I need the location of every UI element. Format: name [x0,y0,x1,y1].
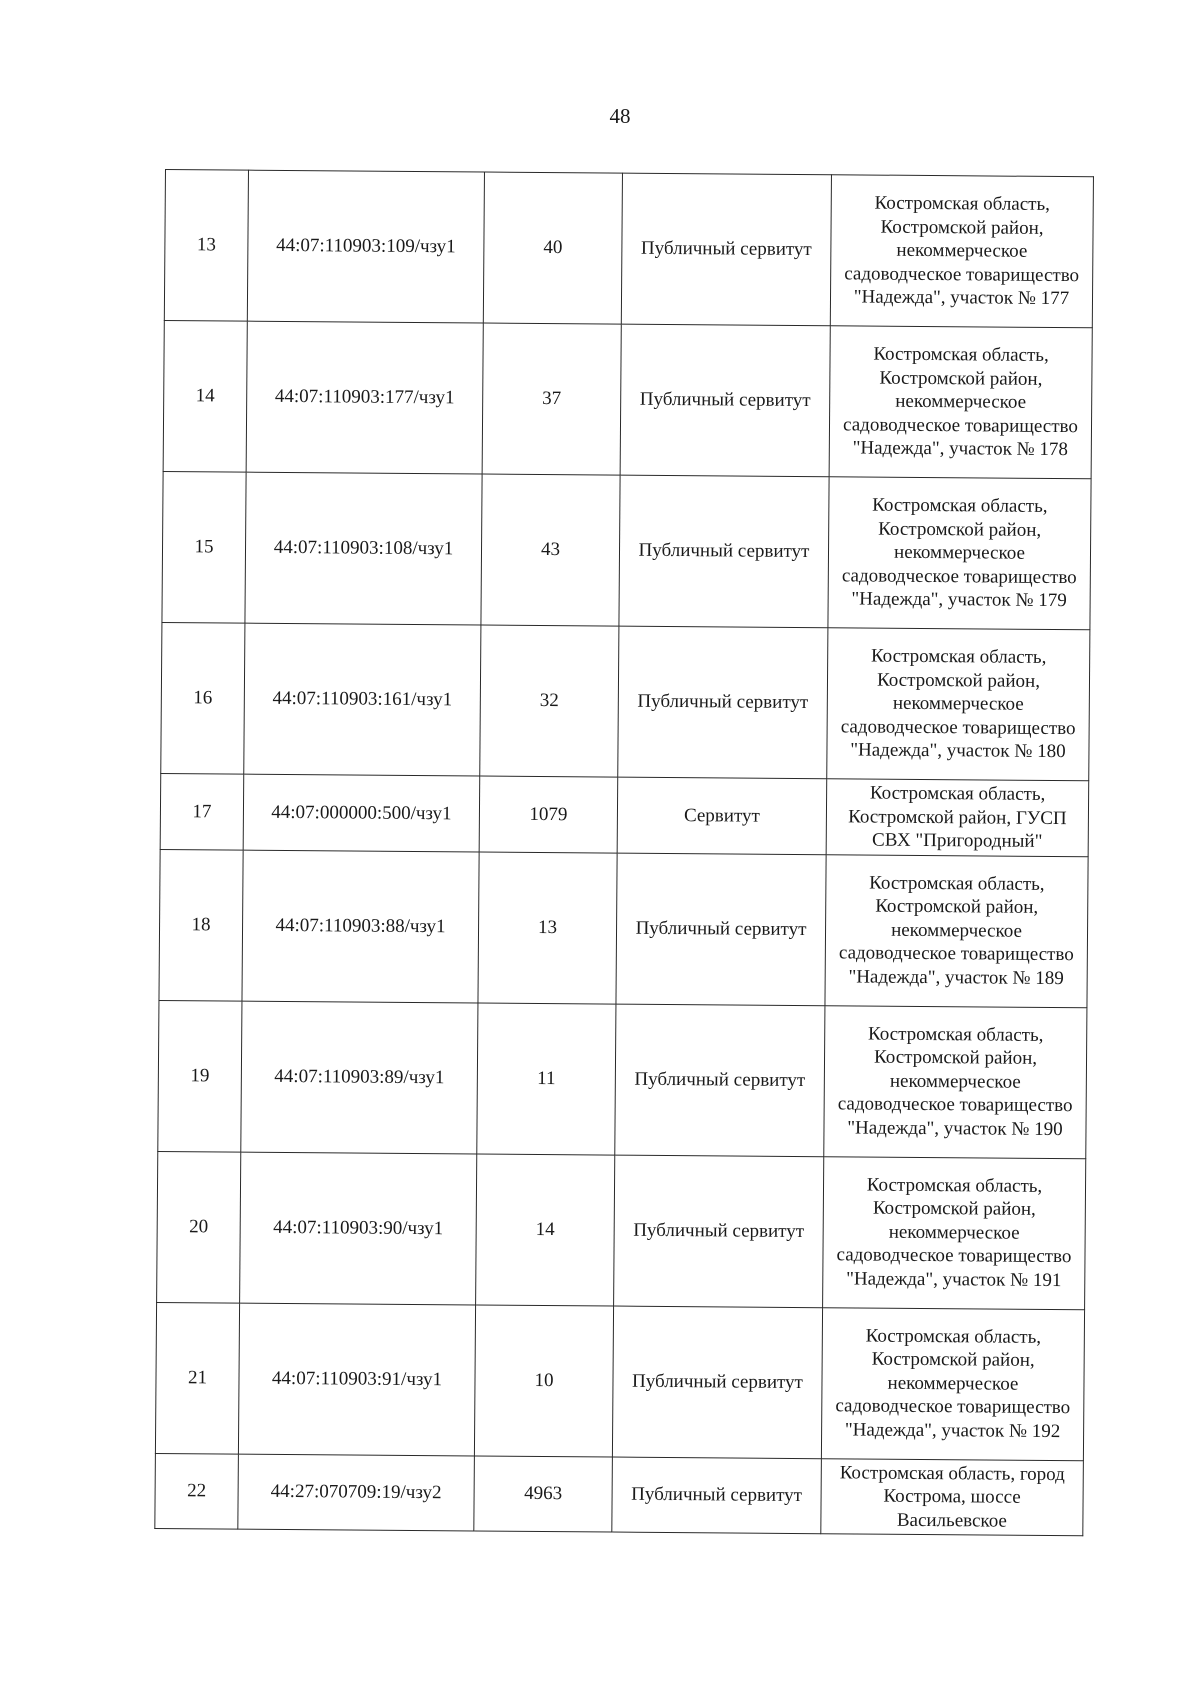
servitude-type-cell: Публичный сервитут [621,173,831,326]
address-cell [824,1005,1087,1158]
servitude-type-cell: Публичный сервитут [619,475,829,628]
address-line: "Надежда", участок № 178 [852,437,1069,461]
address-line: садоводческое товарищество [843,414,1078,437]
cadastral-id-cell: 44:07:110903:161/чзу1 [244,623,481,776]
address-line: "Надежда", участок № 179 [851,588,1067,612]
address-line: некоммерческое [892,692,1024,716]
address-line: "Надежда", участок № 190 [847,1117,1063,1140]
address-line: Костромская область, [869,782,1046,805]
address-line: некоммерческое [891,919,1023,942]
table-row [155,1453,1084,1536]
row-number-cell: 16 [161,622,245,774]
address-line: Костромская область, [873,343,1049,367]
area-cell: 1079 [479,776,618,853]
address-line: Костромской район, ГУСП [848,805,1067,829]
table-row [163,320,1092,478]
address-line: "Надежда", участок № 192 [844,1419,1061,1442]
table-row [162,471,1091,629]
area-cell: 4963 [474,1455,613,1532]
table-row [161,622,1090,780]
row-number-cell: 15 [162,471,246,623]
address-cell [828,477,1091,630]
servitude-type-cell: Публичный сервитут [615,1004,825,1157]
address-line: Кострома, шоссе [883,1485,1021,1508]
address-line: Костромская область, [866,1174,1043,1197]
address-line: Костромская область, [874,192,1051,216]
table-row [157,1151,1086,1309]
cadastral-id-cell: 44:07:110903:108/чзу1 [245,472,482,625]
table-row [159,849,1088,1007]
page-number: 48 [609,104,631,128]
cadastral-id-cell: 44:07:000000:500/чзу1 [243,774,480,851]
cadastral-id-cell: 44:27:070709:19/чзу2 [238,1454,475,1531]
address-line: некоммерческое [887,1372,1019,1395]
address-line: Костромская область, город [839,1461,1065,1485]
table-row [158,1000,1087,1158]
servitude-type-cell: Публичный сервитут [612,1306,822,1459]
row-number-cell: 18 [159,849,243,1001]
cadastral-id-cell: 44:07:110903:88/чзу1 [242,850,479,1003]
area-cell: 13 [478,851,617,1003]
row-number-cell: 19 [158,1000,242,1152]
address-line: Костромской район, [876,669,1041,692]
address-line: "Надежда", участок № 189 [848,966,1064,989]
area-cell: 10 [474,1304,613,1456]
row-number-cell: 17 [160,773,244,849]
cadastral-id-cell: 44:07:110903:89/чзу1 [241,1001,478,1154]
address-line: Костромской район, [871,1348,1035,1372]
address-line: Костромская область, [865,1325,1042,1348]
address-cell [821,1307,1084,1460]
row-number-cell: 14 [163,320,247,472]
address-line: некоммерческое [894,541,1026,565]
table-body [155,170,1094,1536]
address-cell [821,1458,1084,1536]
address-line: Костромская область, [867,1023,1044,1046]
address-cell [829,326,1092,479]
address-line: садоводческое товарищество [835,1395,1071,1419]
address-cell [826,779,1089,857]
address-line: Костромской район, [879,367,1043,390]
address-line: садоводческое товарищество [836,1244,1072,1268]
table-row [164,170,1093,328]
address-cell [830,175,1093,328]
area-cell: 43 [481,474,620,626]
address-line: садоводческое товарищество [840,716,1076,739]
servitude-type-cell: Публичный сервитут [620,324,830,477]
address-cell [827,628,1090,781]
address-line: садоводческое товарищество [837,1093,1073,1117]
cadastral-id-cell: 44:07:110903:90/чзу1 [240,1152,477,1305]
address-line: "Надежда", участок № 191 [846,1268,1062,1291]
address-line: СВХ "Пригородный" [872,829,1043,852]
row-number-cell: 20 [157,1151,241,1303]
cadastral-id-cell: 44:07:110903:91/чзу1 [238,1303,475,1456]
servitude-type-cell: Сервитут [617,777,827,854]
row-number-cell: 21 [155,1302,239,1454]
address-line: садоводческое товарищество [844,263,1080,286]
table-row [160,773,1089,856]
area-cell: 14 [476,1153,615,1305]
area-cell: 40 [483,172,622,324]
servitude-table [154,169,1094,1536]
address-line: Костромская область, [872,494,1048,518]
area-cell: 11 [477,1002,616,1154]
area-cell: 37 [482,323,621,475]
cadastral-id-cell: 44:07:110903:109/чзу1 [247,170,484,323]
address-line: Костромская область, [869,872,1045,895]
address-line: "Надежда", участок № 177 [853,286,1070,310]
address-line: Костромской район, [872,1197,1036,1221]
address-line: Васильевское [896,1509,1007,1532]
address-line: Костромской район, [878,518,1042,541]
address-line: Костромская область, [870,645,1047,669]
address-line: садоводческое товарищество [838,942,1074,966]
address-cell [823,1156,1086,1309]
cadastral-id-cell: 44:07:110903:177/чзу1 [246,321,483,474]
servitude-type-cell: Публичный сервитут [618,626,828,779]
row-number-cell: 13 [164,170,248,322]
address-line: некоммерческое [888,1221,1020,1244]
row-number-cell: 22 [155,1453,239,1529]
address-line: Костромской район, [873,1046,1038,1070]
servitude-type-cell: Публичный сервитут [616,853,826,1006]
area-cell: 32 [480,625,619,777]
address-line: некоммерческое [889,1070,1021,1093]
address-line: Костромской район, [880,216,1044,239]
table-row [155,1302,1084,1460]
address-line: "Надежда", участок № 180 [850,739,1066,763]
servitude-type-cell: Публичный сервитут [612,1457,822,1534]
address-line: некоммерческое [896,239,1028,263]
address-line: некоммерческое [895,390,1027,414]
address-cell [825,854,1088,1007]
servitude-type-cell: Публичный сервитут [614,1155,824,1308]
address-line: садоводческое товарищество [841,565,1077,588]
address-line: Костромской район, [875,895,1039,919]
